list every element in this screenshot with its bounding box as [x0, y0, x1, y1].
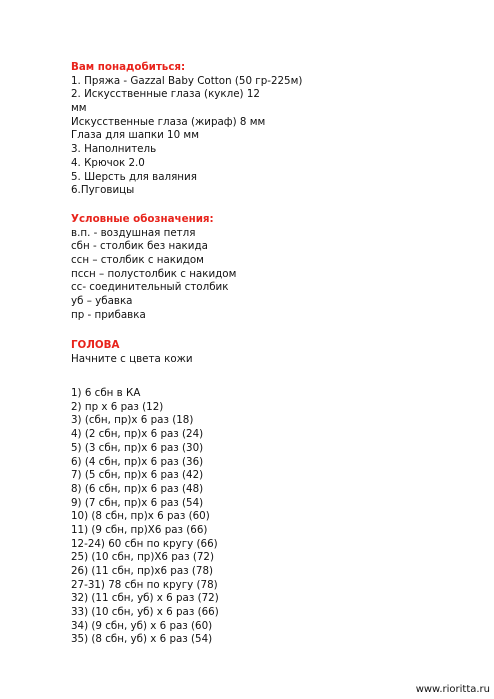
pattern-rows: [71, 387, 471, 647]
head-section: [71, 339, 471, 647]
materials-item: 5. Шерсть для валяния: [71, 170, 197, 183]
materials-item: 3. Наполнитель: [71, 143, 157, 156]
materials-heading: Вам понадобиться:: [71, 61, 186, 73]
pattern-row: 12-24) 60 сбн по кругу (66): [71, 537, 218, 550]
materials-item: 6.Пуговицы: [71, 184, 135, 197]
legend-item: пссн – полустолбик с накидом: [71, 267, 237, 280]
pattern-row: 7) (5 сбн, пр)х 6 раз (42): [71, 469, 204, 482]
pattern-row: 26) (11 сбн, пр)х6 раз (78): [71, 565, 214, 577]
legend-item: пр - прибавка: [71, 308, 146, 321]
pattern-row: 1) 6 сбн в КА: [71, 387, 141, 400]
materials-item: 4. Крючок 2.0: [71, 156, 145, 169]
materials-item: 2. Искусственные глаза (кукле) 12: [71, 88, 260, 101]
legend-item: сс- соединительный столбик: [71, 281, 229, 294]
pattern-row: 6) (4 сбн, пр)х 6 раз (36): [71, 455, 204, 468]
head-intro: Начните с цвета кожи: [71, 352, 193, 365]
pattern-row: 4) (2 сбн, пр)х 6 раз (24): [71, 428, 204, 441]
legend-heading: Условные обозначения:: [71, 213, 214, 225]
pattern-row: 3) (сбн, пр)х 6 раз (18): [71, 414, 194, 427]
pattern-row: 33) (10 сбн, уб) х 6 раз (66): [71, 606, 219, 619]
pattern-row: 35) (8 сбн, уб) х 6 раз (54): [71, 633, 213, 646]
legend-item: уб – убавка: [71, 295, 133, 308]
pattern-row: 9) (7 сбн, пр)х 6 раз (54): [71, 496, 204, 509]
pattern-row: 2) пр х 6 раз (12): [71, 400, 164, 413]
legend-item: ссн – столбик с накидом: [71, 254, 204, 267]
pattern-row: 25) (10 сбн, пр)Х6 раз (72): [71, 551, 214, 564]
pattern-row: 11) (9 сбн, пр)Х6 раз (66): [71, 523, 208, 536]
head-heading: ГОЛОВА: [71, 339, 120, 351]
watermark: www.rioritta.ru: [415, 684, 490, 695]
pattern-row: 10) (8 сбн, пр)х 6 раз (60): [71, 510, 210, 523]
pattern-row: 8) (6 сбн, пр)х 6 раз (48): [71, 482, 204, 495]
pattern-row: 27-31) 78 сбн по кругу (78): [71, 578, 218, 591]
legend-item: в.п. - воздушная петля: [71, 226, 196, 239]
materials-item: 1. Пряжа - Gazzal Baby Cotton (50 гр-225м): [71, 74, 303, 87]
materials-item: Искусственные глаза (жираф) 8 мм: [71, 115, 266, 128]
pattern-row: 34) (9 сбн, уб) х 6 раз (60): [71, 619, 213, 632]
materials-section: [71, 61, 471, 198]
pattern-row: 5) (3 сбн, пр)х 6 раз (30): [71, 441, 204, 454]
materials-item: Глаза для шапки 10 мм: [71, 129, 199, 142]
materials-item: мм: [71, 102, 87, 115]
pattern-row: 32) (11 сбн, уб) х 6 раз (72): [71, 592, 219, 605]
legend-section: [71, 213, 471, 323]
legend-item: сбн - столбик без накида: [71, 240, 208, 253]
